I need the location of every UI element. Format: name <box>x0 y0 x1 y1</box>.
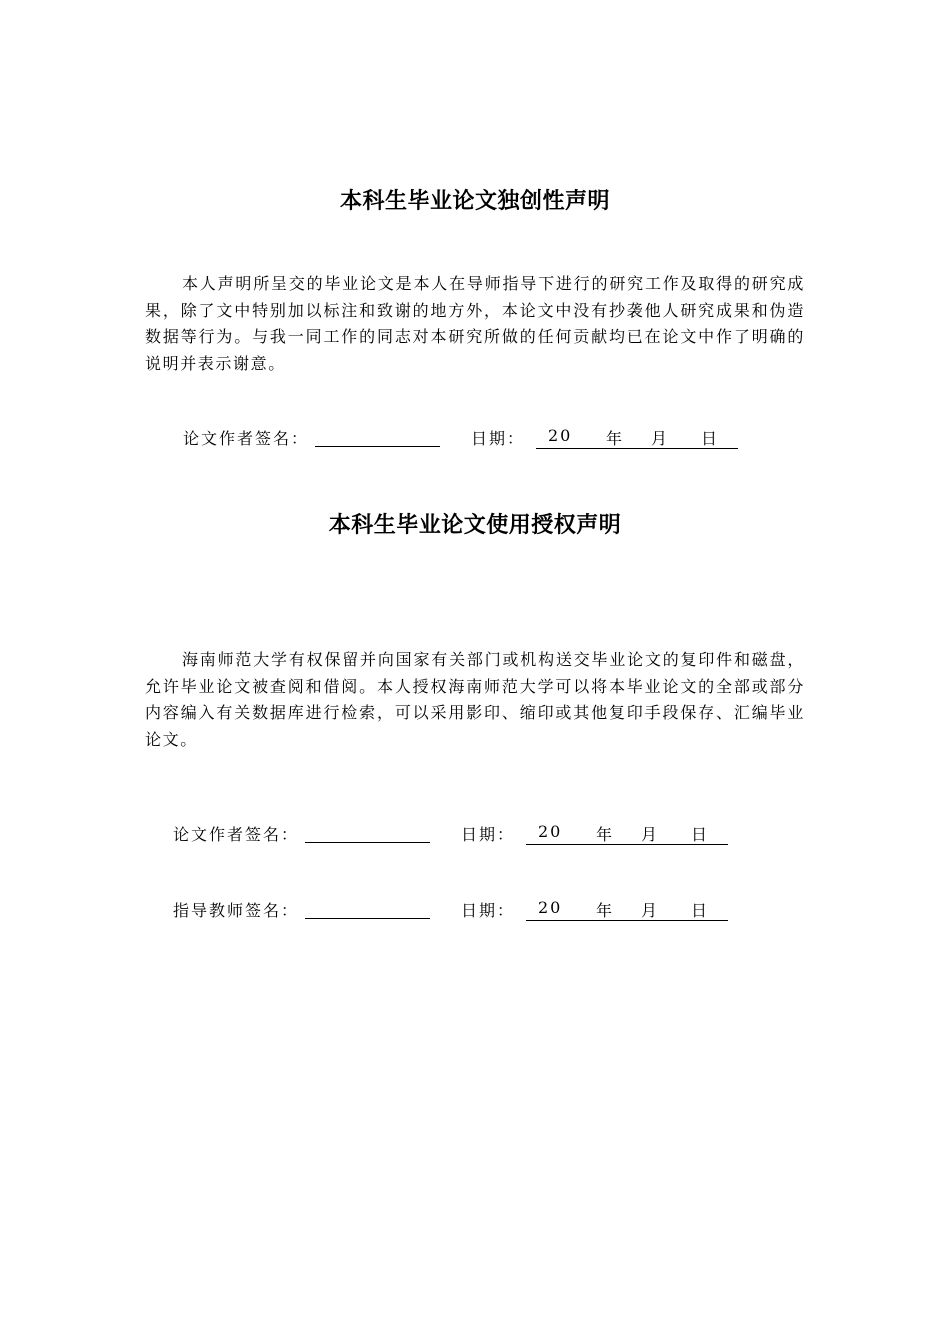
date-yue: 月 <box>641 825 660 844</box>
date-nian: 年 <box>606 429 625 448</box>
originality-paragraph: 本人声明所呈交的毕业论文是本人在导师指导下进行的研究工作及取得的研究成果，除了文中特别加以标注和致谢的地方外，本论文中没有抄袭他人研究成果和伪造数据等行为。与我一同工作的同志对本研究所做的任何贡献均已在论文中作了明确的说明并表示谢意。 <box>145 274 805 373</box>
authorization-paragraph: 海南师范大学有权保留并向国家有关部门或机构送交毕业论文的复印件和磁盘，允许毕业论文被查阅和借阅。本人授权海南师范大学可以将本毕业论文的全部或部分内容编入有关数据库进行检索，可以采用影印、缩印或其他复印手段保存、汇编毕业论文。 <box>145 650 805 749</box>
date-nian: 年 <box>596 901 615 920</box>
date-label: 日期： <box>471 429 526 448</box>
author-signature-field[interactable] <box>315 446 440 447</box>
date-label: 日期： <box>461 825 516 844</box>
advisor-signature-row <box>173 898 733 922</box>
date-year: 20 <box>538 822 563 841</box>
date-label: 日期： <box>461 901 516 920</box>
originality-signature-row <box>183 426 743 450</box>
date-yue: 月 <box>641 901 660 920</box>
advisor-signature-label: 指导教师签名： <box>173 901 300 920</box>
date-field[interactable] <box>526 822 728 845</box>
date-ri: 日 <box>691 825 710 844</box>
date-field[interactable] <box>536 426 738 449</box>
date-field[interactable] <box>526 898 728 921</box>
date-ri: 日 <box>691 901 710 920</box>
author-signature-label: 论文作者签名： <box>173 825 300 844</box>
advisor-signature-field[interactable] <box>305 918 430 919</box>
authorization-author-signature-row <box>173 822 733 846</box>
authorization-title: 本科生毕业论文使用授权声明 <box>328 513 622 538</box>
author-signature-label: 论文作者签名： <box>183 429 310 448</box>
date-year: 20 <box>538 898 563 917</box>
author-signature-field[interactable] <box>305 842 430 843</box>
date-nian: 年 <box>596 825 615 844</box>
date-year: 20 <box>548 426 573 445</box>
date-ri: 日 <box>701 429 720 448</box>
date-yue: 月 <box>651 429 670 448</box>
originality-title: 本科生毕业论文独创性声明 <box>339 189 610 214</box>
